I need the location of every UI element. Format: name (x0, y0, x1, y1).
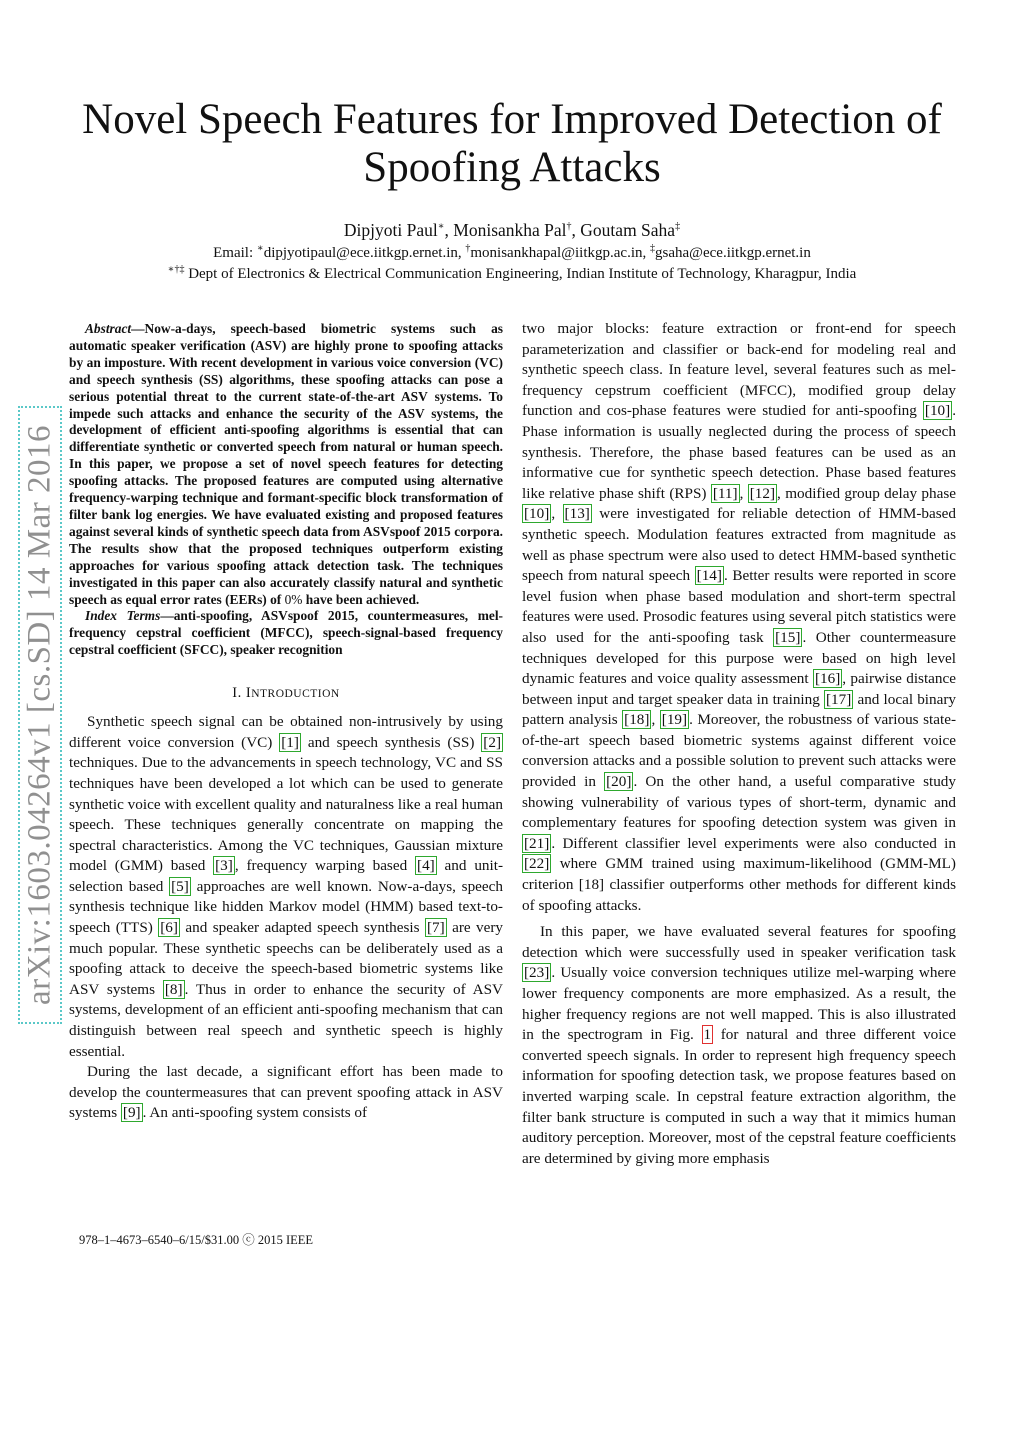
author-mark: † (566, 221, 572, 233)
citation-link[interactable]: [9] (122, 1104, 141, 1122)
email-link[interactable]: monisankhapal@iitkgp.ac.in, (470, 245, 647, 261)
citation-link[interactable]: [20] (606, 773, 632, 791)
abstract-label: Abstract (85, 321, 132, 336)
email-link[interactable]: gsaha@ece.iitkgp.ernet.in (655, 245, 811, 261)
citation-link[interactable]: [12] (749, 484, 776, 502)
citation-link[interactable]: [4] (417, 857, 435, 875)
citation-link[interactable]: [18] (624, 711, 650, 729)
affiliation-marks: ∗†‡ (167, 264, 185, 275)
citation-link[interactable]: [13] (564, 505, 590, 523)
body-paragraph: In this paper, we have evaluated several features for spoofing detection which were successfully used in speaker verification task [23] . Usually voice conversion techniques utilize mel-warping where lower frequency components are more emphasized. As a result, the higher frequency regions are not well mapped. This is also illustrated in the spectrogram in Fig. 1 for natural and three different voice converted speech signals. In order to represent high frequency speech information for spoofing detection task, we propose features based on inverted warping scale. In cepstral feature extraction algorithm, the filter bank structure is computed in such a way that it mimics human auditory perception. Moreover, most of the cepstral feature coefficients are determined by giving more emphasis (522, 923, 956, 1167)
citation-link[interactable]: [8] (164, 980, 183, 998)
section-initial: I (245, 685, 252, 702)
citation-link[interactable]: [2] (483, 733, 502, 751)
citation-link[interactable]: [6] (160, 919, 178, 937)
citation-link[interactable]: [23] (524, 964, 550, 982)
author-emails (40, 243, 984, 263)
citation-link[interactable]: [10] (524, 505, 550, 523)
intro-paragraph: Synthetic speech signal can be obtained non-intrusively by using different voice conversion (VC) [1] and speech synthesis (SS) [2] techniques. Due to the advancements in speech technology, VC and SS techniques have been developed a lot which can be used to generate synthetic voice with excellent quality and naturalness like a real human speech. These techniques generally concentrate on mapping the spectral characteristics. Among the VC techniques, Gaussian mixture model (GMM) based [3] , frequency warping based [4] and unit-selection based [5] approaches are well known. Now-a-days, speech synthesis technique like hidden Markov model (HMM) based text-to-speech (TTS) [6] and speaker adapted speech synthesis [7] are very much popular. These synthetic speechs can be deliberately used as a spoofing attack to deceive the speech-based biometric systems like ASV systems [8] . Thus in order to enhance the security of ASV systems, development of an efficient anti-spoofing mechanism that can distinguish between real speech and synthetic speech is highly essential. (69, 713, 504, 1060)
citation-link[interactable]: [17] (825, 690, 852, 708)
left-column (69, 321, 503, 1124)
index-terms-text: —anti-spoofing, ASVspoof 2015, countermeasures, mel-frequency cepstral coefficient (MFCC), speech-signal-based frequency cepstral coefficient (SFCC), speaker recognition (69, 608, 504, 658)
copyright-footer: 978–1–4673–6540–6/15/$31.00 ⓒ 2015 IEEE (79, 1233, 314, 1247)
section-heading-introduction (69, 685, 503, 702)
email-mark: ‡ (650, 243, 655, 254)
intro-paragraph: During the last decade, a significant effort has been made to develop the countermeasures that can prevent spoofing attack in ASV systems [9] . An anti-spoofing system consists of (69, 1063, 503, 1122)
citation-link[interactable]: [16] (814, 670, 841, 688)
right-column (522, 319, 956, 1169)
citation-link[interactable]: [1] (281, 733, 299, 751)
citation-link[interactable]: [19] (661, 711, 688, 729)
arxiv-stamp: arXiv:1603.04264v1 [cs.SD] 14 Mar 2016 (21, 425, 58, 1005)
abstract-text: —Now-a-days, speech-based biometric systems such as automatic speaker verification (ASV) are highly prone to spoofing attacks by an imposture. With recent development in various voice conversion (VC) and speech synthesis (SS) algorithms, these spoofing attacks can pose a serious potential threat to the current state-of-the-art ASV systems. To impede such attacks and enhance the security of the ASV systems, the development of efficient anti-spoofing algorithms is essential that can differentiate synthetic or converted speech from natural or human speech. In this paper, we propose a set of novel speech features for detecting spoofing attacks. The proposed features are computed using alternative frequency-warping technique and formant-specific block transformation of filter bank log energies. We have evaluated existing and proposed features against several kinds of synthetic speech data from ASVspoof 2015 corpora. The results show that the proposed techniques outperform existing approaches for various spoofing attack detection task. The techniques investigated in this paper can also accurately classify natural and synthetic speech as equal error rates (EERs) of (69, 321, 503, 607)
body-paragraph: two major blocks: feature extraction or front-end for speech parameterization and classifier or back-end for modeling real and synthetic speech class. In feature level, several features such as mel-frequency cepstrum coefficient (MFCC), modified group delay function and cos-phase features were studied for anti-spoofing [10] . Phase information is usually neglected during the process of speech synthesis. Therefore, the phase based features can be used as an informative cue for synthetic speech detection. Phase based features like relative phase shift (RPS) [11] , [12] , modified group delay phase [10] , [13] were investigated for reliable detection of HMM-based synthetic speech. Modulation features extracted from magnitude as well as phase spectrum were also used to detect HMM-based synthetic speech from natural speech [14] . Better results were reported in score level fusion when phase based modulation and short-term spectral features were used. Prosodic features using several pitch statistics were also used for the anti-spoofing task [15] . Other countermeasure techniques developed for this purpose were based on high level dynamic features and voice quality assessment [16] , pairwise distance between input and target speaker data in training [17] and local binary pattern analysis [18] , [19] . Moreover, the robustness of various state-of-the-art speech based biometric systems against different voice conversion attacks and a possible solution to prevent such attacks were provided in [20] . On the other hand, a useful comparative study showing vulnerability of various types of short-term, dynamic and complementary features for spoofing detection system was given in [21] . Different classifier level experiments were also conducted in [22] where GMM trained using maximum-likelihood (GMM-ML) criterion [18] classifier outperforms other methods for different kinds of spoofing attacks. (522, 320, 957, 914)
author-name: Monisankha Pal (453, 220, 567, 240)
citation-link[interactable]: [5] (171, 877, 189, 895)
index-terms-label: Index Terms (85, 608, 161, 624)
affiliation (40, 264, 984, 284)
eer-value: 0% (284, 591, 303, 607)
index-terms (69, 608, 503, 659)
author-mark: ∗ (437, 221, 445, 233)
email-link[interactable]: dipjyotipaul@ece.iitkgp.ernet.in, (263, 245, 462, 261)
section-title-rest: NTRODUCTION (251, 688, 340, 701)
email-label: Email: (213, 245, 254, 261)
figure-link[interactable]: 1 (703, 1026, 712, 1044)
citation-link[interactable]: [3] (215, 857, 233, 875)
author-list: Dipjyoti Paul∗, Monisankha Pal†, Goutam Saha‡ (343, 220, 681, 240)
abstract-text-end: have been achieved. (302, 591, 420, 607)
citation-link[interactable]: [7] (426, 919, 445, 937)
section-numeral: I. (232, 685, 242, 702)
email-mark: ∗ (256, 243, 264, 254)
citation-link[interactable]: [15] (775, 628, 801, 646)
citation-link[interactable]: [21] (524, 834, 550, 852)
email-mark: † (465, 243, 471, 254)
author-mark: ‡ (675, 221, 681, 233)
paper-title: Novel Speech Features for Improved Detection of Spoofing Attacks (82, 96, 942, 191)
author-name: Dipjyoti Paul (343, 220, 438, 240)
citation-link[interactable]: [11] (712, 484, 738, 502)
citation-link[interactable]: [22] (524, 855, 550, 873)
affiliation-text: Dept of Electronics & Electrical Communication Engineering, Indian Institute of Technology, Kharagpur, India (188, 266, 857, 282)
author-name: Goutam Saha (580, 220, 676, 240)
abstract (69, 321, 503, 608)
citation-link[interactable]: [14] (696, 567, 722, 585)
citation-link[interactable]: [10] (924, 402, 951, 420)
